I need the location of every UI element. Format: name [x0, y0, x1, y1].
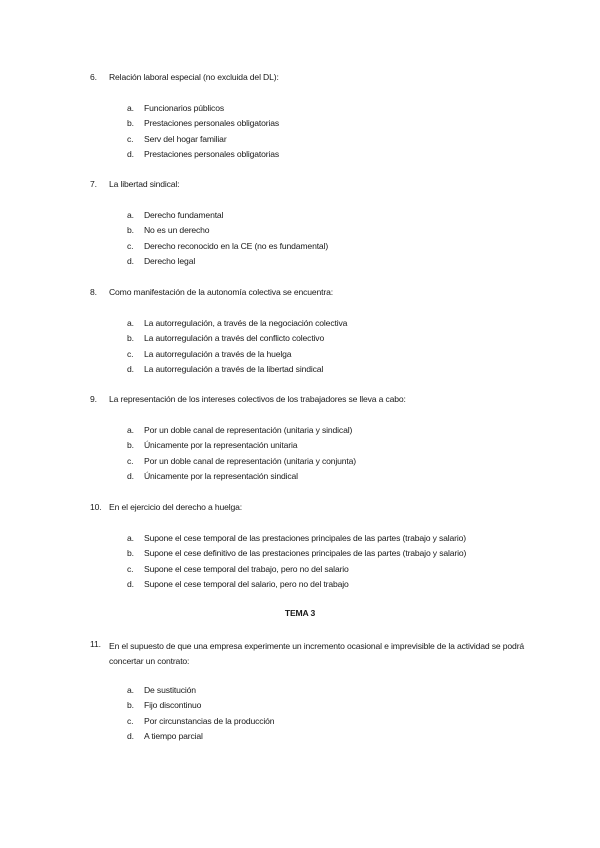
option-text: Supone el cese definitivo de las prestaciones principales de las partes (trabajo y salario): [144, 548, 467, 559]
question-text: La representación de los intereses colectivos de los trabajadores se lleva a cabo:: [109, 394, 406, 404]
option-letter: b.: [127, 118, 134, 129]
option-text: Derecho legal: [144, 255, 196, 266]
option-a[interactable]: [127, 210, 527, 225]
option-letter: d.: [127, 470, 134, 481]
option-c[interactable]: [127, 716, 527, 731]
option-a[interactable]: [127, 425, 527, 440]
option-letter: a.: [127, 210, 134, 220]
option-text: Por circunstancias de la producción: [144, 715, 275, 726]
option-text: Supone el cese temporal del salario, pero no del trabajo: [144, 578, 349, 589]
options-list: [127, 425, 527, 486]
option-c[interactable]: [127, 456, 527, 471]
option-a[interactable]: [127, 318, 527, 333]
option-text: A tiempo parcial: [144, 730, 203, 741]
option-letter: a.: [127, 318, 134, 328]
section-heading: TEMA 3: [284, 608, 316, 618]
option-letter: c.: [127, 133, 134, 144]
option-a[interactable]: [127, 685, 527, 700]
option-text: Fijo discontinuo: [144, 700, 202, 711]
option-d[interactable]: [127, 471, 527, 486]
options-list: [127, 103, 527, 164]
option-text: La autorregulación a través del conflicto colectivo: [144, 333, 325, 344]
option-b[interactable]: [127, 440, 527, 455]
question-text: En el ejercicio del derecho a huelga:: [109, 502, 242, 512]
option-letter: b.: [127, 440, 134, 451]
option-letter: b.: [127, 225, 134, 236]
option-c[interactable]: [127, 564, 527, 579]
option-text: Derecho reconocido en la CE (no es fundamental): [144, 240, 329, 251]
option-letter: a.: [127, 103, 134, 113]
option-d[interactable]: [127, 731, 527, 746]
option-letter: b.: [127, 548, 134, 559]
question-text: La libertad sindical:: [109, 179, 180, 189]
option-b[interactable]: [127, 225, 527, 240]
options-list: [127, 533, 527, 594]
option-letter: d.: [127, 255, 134, 266]
question-6: [90, 72, 530, 159]
options-list: [127, 318, 527, 379]
option-letter: d.: [127, 363, 134, 374]
question-number: 10.: [90, 502, 102, 512]
option-text: La autorregulación, a través de la negociación colectiva: [144, 318, 348, 328]
option-letter: c.: [127, 240, 134, 251]
option-letter: a.: [127, 425, 134, 435]
option-a[interactable]: [127, 103, 527, 118]
option-letter: c.: [127, 715, 134, 726]
option-letter: c.: [127, 563, 134, 574]
option-letter: b.: [127, 700, 134, 711]
question-number: 8.: [90, 287, 97, 297]
option-text: Supone el cese temporal de las prestaciones principales de las partes (trabajo y salario): [144, 533, 466, 543]
question-number: 11.: [90, 639, 101, 649]
options-list: [127, 210, 527, 271]
option-text: Por un doble canal de representación (unitaria y conjunta): [144, 455, 357, 466]
option-a[interactable]: [127, 533, 527, 548]
option-c[interactable]: [127, 241, 527, 256]
option-d[interactable]: [127, 364, 527, 379]
option-letter: b.: [127, 333, 134, 344]
option-b[interactable]: [127, 118, 527, 133]
question-text: En el supuesto de que una empresa experimente un incremento ocasional e imprevisible de la actividad se podrá concertar un contrato:: [109, 641, 525, 666]
option-text: Prestaciones personales obligatorias: [144, 118, 280, 129]
option-text: De sustitución: [144, 685, 196, 695]
option-letter: d.: [127, 578, 134, 589]
option-text: No es un derecho: [144, 225, 210, 236]
options-list: [127, 685, 527, 746]
option-text: Funcionarios públicos: [144, 103, 224, 113]
option-text: Derecho fundamental: [144, 210, 224, 220]
option-d[interactable]: [127, 579, 527, 594]
option-text: Únicamente por la representación sindical: [144, 470, 298, 481]
option-d[interactable]: [127, 256, 527, 271]
question-7: [90, 179, 530, 266]
option-letter: a.: [127, 533, 134, 543]
question-text: Relación laboral especial (no excluida del DL):: [109, 72, 279, 82]
option-letter: d.: [127, 730, 134, 741]
option-letter: c.: [127, 348, 134, 359]
option-letter: a.: [127, 685, 134, 695]
question-10: [90, 502, 530, 589]
question-11: [90, 639, 530, 741]
option-b[interactable]: [127, 700, 527, 715]
question-number: 9.: [90, 394, 97, 404]
option-text: La autorregulación a través de la huelga: [144, 348, 292, 359]
option-text: Únicamente por la representación unitaria: [144, 440, 298, 451]
option-d[interactable]: [127, 149, 527, 164]
option-text: La autorregulación a través de la libertad sindical: [144, 363, 324, 374]
option-letter: d.: [127, 148, 134, 159]
option-text: Supone el cese temporal del trabajo, pero no del salario: [144, 563, 349, 574]
option-b[interactable]: [127, 333, 527, 348]
question-text: Como manifestación de la autonomía colectiva se encuentra:: [109, 287, 333, 297]
option-c[interactable]: [127, 134, 527, 149]
question-9: [90, 394, 530, 481]
option-b[interactable]: [127, 548, 527, 563]
option-text: Prestaciones personales obligatorias: [144, 148, 280, 159]
question-number: 7.: [90, 179, 97, 189]
option-text: Por un doble canal de representación (unitaria y sindical): [144, 425, 353, 435]
option-c[interactable]: [127, 349, 527, 364]
option-text: Serv del hogar familiar: [144, 133, 227, 144]
option-letter: c.: [127, 455, 134, 466]
question-8: [90, 287, 530, 374]
question-number: 6.: [90, 72, 97, 82]
